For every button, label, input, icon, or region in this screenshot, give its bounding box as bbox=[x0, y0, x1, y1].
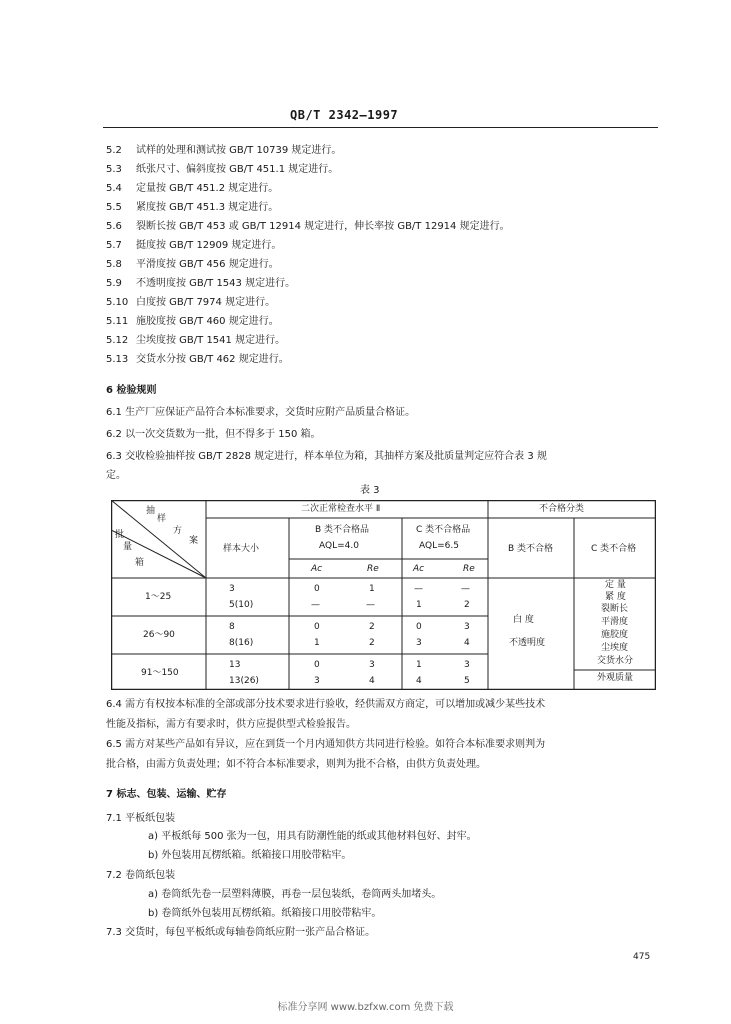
clause-5-3: 5.3 纸张尺寸、偏斜度按 GB/T 451.1 规定进行。 bbox=[106, 164, 339, 175]
clause-5-5: 5.5 紧度按 GB/T 451.3 规定进行。 bbox=[106, 202, 279, 213]
corner-label: 箱 bbox=[135, 558, 145, 568]
section-6-heading: 6 检验规则 bbox=[106, 385, 157, 396]
b-ac-value: 0 bbox=[314, 622, 320, 632]
b-category-item: 不透明度 bbox=[509, 638, 546, 648]
sample-size: 5(10) bbox=[229, 600, 254, 610]
clause-5-7: 5.7 挺度按 GB/T 12909 规定进行。 bbox=[106, 240, 282, 251]
b-ac-value: 3 bbox=[314, 676, 320, 686]
c-ac-value: 1 bbox=[416, 600, 422, 610]
c-ac-value: 3 bbox=[416, 638, 422, 648]
clause-7-1: 7.1 平板纸包装 bbox=[106, 813, 176, 824]
standard-number: QB/T 2342—1997 bbox=[290, 108, 399, 122]
b-ac-value: 0 bbox=[314, 660, 320, 670]
c-re-value: — bbox=[461, 584, 470, 594]
b-ac-value: 1 bbox=[314, 638, 320, 648]
table-grid bbox=[111, 500, 656, 690]
clause-6-4: 6.4 需方有权按本标准的全部或部分技术要求进行验收，经供需双方商定，可以增加或减少某些技术 bbox=[106, 699, 546, 710]
header-b-aql: AQL=4.0 bbox=[319, 541, 359, 551]
header-sample-size: 样本大小 bbox=[223, 544, 260, 554]
clause-6-1: 6.1 生产厂应保证产品符合本标准要求，交货时应附产品质量合格证。 bbox=[106, 407, 416, 418]
b-ac-value: — bbox=[311, 600, 320, 610]
header-re: Re bbox=[367, 564, 379, 574]
corner-label: 批 bbox=[115, 530, 125, 540]
clause-5-12: 5.12 尘埃度按 GB/T 1541 规定进行。 bbox=[106, 335, 286, 346]
table-caption: 表 3 bbox=[360, 485, 380, 496]
corner-label: 案 bbox=[189, 536, 199, 546]
corner-label: 样 bbox=[157, 514, 167, 524]
lot-size: 26～90 bbox=[143, 630, 175, 640]
b-ac-value: 0 bbox=[314, 584, 320, 594]
clause-5-11: 5.11 施胶度按 GB/T 460 规定进行。 bbox=[106, 316, 279, 327]
header-c-aql: AQL=6.5 bbox=[419, 541, 459, 551]
lot-size: 91～150 bbox=[141, 668, 179, 678]
b-re-value: 2 bbox=[369, 622, 375, 632]
c-ac-value: 4 bbox=[416, 676, 422, 686]
header-c-class: C 类不合格品 bbox=[416, 525, 471, 535]
c-re-value: 2 bbox=[464, 600, 470, 610]
corner-label: 抽 bbox=[146, 506, 156, 516]
c-category-item: 尘埃度 bbox=[601, 643, 629, 653]
clause-7-2-b: b) 卷筒纸外包装用瓦楞纸箱。纸箱接口用胶带粘牢。 bbox=[148, 908, 382, 919]
sample-size: 13(26) bbox=[229, 676, 259, 686]
section-7-heading: 7 标志、包装、运输、贮存 bbox=[106, 789, 227, 800]
c-category-item: 定 量 bbox=[605, 580, 626, 590]
b-re-value: — bbox=[366, 600, 375, 610]
b-re-value: 1 bbox=[369, 584, 375, 594]
table-3 bbox=[111, 500, 656, 690]
clause-6-3: 6.3 交收检验抽样按 GB/T 2828 规定进行，样本单位为箱，其抽样方案及批质量判定应符合表 3 规 bbox=[106, 451, 547, 462]
c-re-value: 5 bbox=[464, 676, 470, 686]
page-number: 475 bbox=[633, 952, 651, 962]
clause-5-10: 5.10 白度按 GB/T 7974 规定进行。 bbox=[106, 297, 276, 308]
b-re-value: 2 bbox=[369, 638, 375, 648]
c-category-item: 交货水分 bbox=[597, 656, 634, 666]
c-category-item: 紧 度 bbox=[605, 592, 626, 602]
header-ac: Ac bbox=[413, 564, 425, 574]
sample-size: 8 bbox=[229, 622, 235, 632]
site-footer: 标准分享网 www.bzfxw.com 免费下载 bbox=[277, 1002, 454, 1013]
lot-size: 1～25 bbox=[145, 592, 172, 602]
c-ac-value: — bbox=[414, 584, 423, 594]
clause-5-13: 5.13 交货水分按 GB/T 462 规定进行。 bbox=[106, 354, 289, 365]
b-re-value: 4 bbox=[369, 676, 375, 686]
clause-5-2: 5.2 试样的处理和测试按 GB/T 10739 规定进行。 bbox=[106, 145, 342, 156]
clause-7-3: 7.3 交货时，每包平板纸或每轴卷筒纸应附一张产品合格证。 bbox=[106, 927, 376, 938]
clause-7-1-b: b) 外包装用瓦楞纸箱。纸箱接口用胶带粘牢。 bbox=[148, 850, 352, 861]
c-ac-value: 1 bbox=[416, 660, 422, 670]
c-re-value: 3 bbox=[464, 660, 470, 670]
corner-label: 方 bbox=[173, 526, 183, 536]
header-ac: Ac bbox=[311, 564, 323, 574]
c-category-item: 外观质量 bbox=[597, 673, 634, 683]
c-ac-value: 0 bbox=[416, 622, 422, 632]
sample-size: 3 bbox=[229, 584, 235, 594]
sample-size: 13 bbox=[229, 660, 241, 670]
c-category-item: 平滑度 bbox=[601, 617, 629, 627]
header-re: Re bbox=[463, 564, 475, 574]
clause-6-5: 6.5 需方对某些产品如有异议，应在到货一个月内通知供方共同进行检验。如符合本标准要求则判为 bbox=[106, 739, 546, 750]
clause-7-2: 7.2 卷筒纸包装 bbox=[106, 870, 176, 881]
b-re-value: 3 bbox=[369, 660, 375, 670]
clause-5-9: 5.9 不透明度按 GB/T 1543 规定进行。 bbox=[106, 278, 296, 289]
header-b-class: B 类不合格品 bbox=[315, 525, 370, 535]
header-unqualified: 不合格分类 bbox=[539, 504, 585, 514]
c-category-item: 裂断长 bbox=[601, 604, 629, 614]
header-rule bbox=[103, 127, 658, 128]
clause-5-4: 5.4 定量按 GB/T 451.2 规定进行。 bbox=[106, 183, 279, 194]
clause-6-3-cont: 定。 bbox=[106, 470, 126, 481]
c-category-item: 施胶度 bbox=[601, 630, 629, 640]
corner-label: 量 bbox=[123, 542, 133, 552]
clause-5-8: 5.8 平滑度按 GB/T 456 规定进行。 bbox=[106, 259, 279, 270]
header-second-level: 二次正常检查水平 Ⅱ bbox=[301, 504, 381, 514]
clause-5-6: 5.6 裂断长按 GB/T 453 或 GB/T 12914 规定进行，伸长率按 GB/T 12914 规定进行。 bbox=[106, 221, 510, 232]
header-b-category: B 类不合格 bbox=[508, 544, 554, 554]
clause-6-4-cont: 性能及指标，需方有要求时，供方应提供型式检验报告。 bbox=[106, 719, 356, 730]
c-re-value: 3 bbox=[464, 622, 470, 632]
header-c-category: C 类不合格 bbox=[591, 544, 637, 554]
clause-6-5-cont: 批合格，由需方负责处理；如不符合本标准要求，则判为批不合格，由供方负责处理。 bbox=[106, 759, 486, 770]
clause-7-2-a: a) 卷筒纸先卷一层塑料薄膜，再卷一层包装纸，卷筒两头加堵头。 bbox=[148, 889, 442, 900]
clause-7-1-a: a) 平板纸每 500 张为一包，用具有防潮性能的纸或其他材料包好、封牢。 bbox=[148, 831, 477, 842]
c-re-value: 4 bbox=[464, 638, 470, 648]
clause-6-2: 6.2 以一次交货数为一批，但不得多于 150 箱。 bbox=[106, 429, 321, 440]
sample-size: 8(16) bbox=[229, 638, 254, 648]
b-category-item: 白 度 bbox=[513, 615, 534, 625]
